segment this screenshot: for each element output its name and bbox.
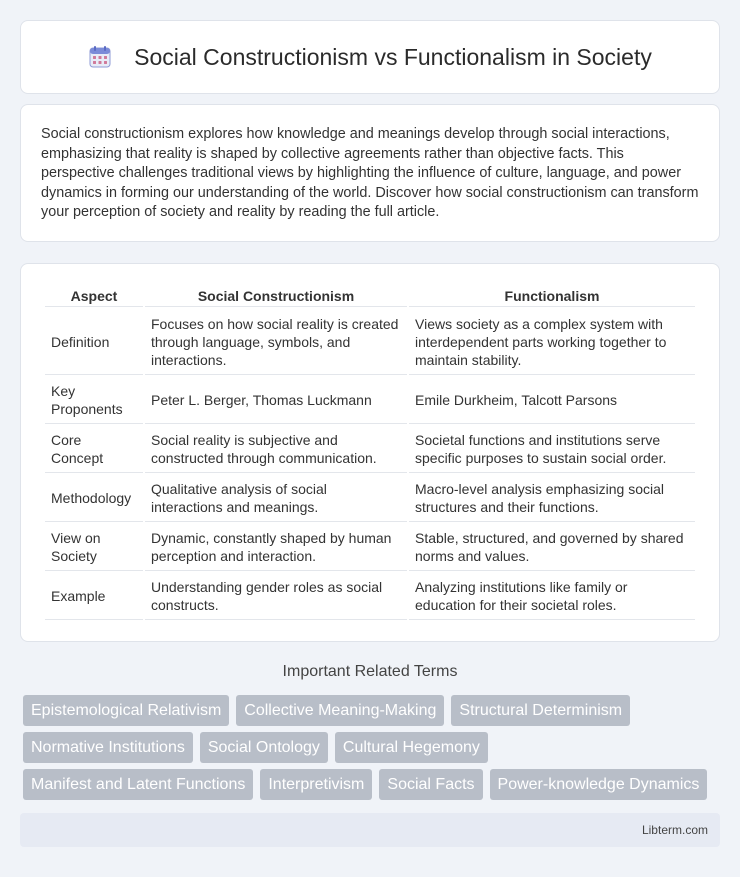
functionalism-cell: Macro-level analysis emphasizing social structures and their functions. bbox=[409, 475, 695, 522]
tag-normative-institutions[interactable]: Normative Institutions bbox=[23, 732, 193, 763]
comparison-table bbox=[43, 284, 697, 622]
tag-interpretivism[interactable]: Interpretivism bbox=[260, 769, 372, 800]
tag-social-ontology[interactable]: Social Ontology bbox=[200, 732, 328, 763]
social-constructionism-cell: Social reality is subjective and constructed through communication. bbox=[145, 426, 407, 473]
header-aspect: Aspect bbox=[45, 286, 143, 307]
intro-card bbox=[20, 104, 720, 242]
table-row bbox=[45, 309, 695, 375]
tag-social-facts[interactable]: Social Facts bbox=[379, 769, 482, 800]
intro-text: Social constructionism explores how knowledge and meanings develop through social interactions, emphasizing that reality is shaped by collective agreements rather than objective facts. This perspective challenges traditional views by highlighting the influence of culture, language, and power dynamics in forming our understanding of the world. Discover how social constructionism can transform your perception of society and reality by reading the full article. bbox=[41, 126, 699, 220]
related-terms-list bbox=[20, 695, 720, 806]
related-terms-title: Important Related Terms bbox=[282, 663, 458, 680]
aspect-cell: Key Proponents bbox=[45, 377, 143, 424]
aspect-cell: Core Concept bbox=[45, 426, 143, 473]
tag-cultural-hegemony[interactable]: Cultural Hegemony bbox=[335, 732, 488, 763]
functionalism-cell: Emile Durkheim, Talcott Parsons bbox=[409, 377, 695, 424]
footer bbox=[20, 813, 720, 847]
header-functionalism: Functionalism bbox=[409, 286, 695, 307]
title-card bbox=[20, 20, 720, 94]
functionalism-cell: Analyzing institutions like family or education for their societal roles. bbox=[409, 573, 695, 620]
table-row bbox=[45, 377, 695, 424]
aspect-cell: View on Society bbox=[45, 524, 143, 571]
functionalism-cell: Stable, structured, and governed by shared norms and values. bbox=[409, 524, 695, 571]
calendar-icon bbox=[88, 45, 112, 69]
social-constructionism-cell: Understanding gender roles as social constructs. bbox=[145, 573, 407, 620]
header-social-constructionism: Social Constructionism bbox=[145, 286, 407, 307]
social-constructionism-cell: Qualitative analysis of social interactions and meanings. bbox=[145, 475, 407, 522]
tag-row bbox=[23, 695, 720, 726]
aspect-cell: Methodology bbox=[45, 475, 143, 522]
social-constructionism-cell: Focuses on how social reality is created through language, symbols, and interactions. bbox=[145, 309, 407, 375]
functionalism-cell: Societal functions and institutions serve specific purposes to sustain social order. bbox=[409, 426, 695, 473]
social-constructionism-cell: Dynamic, constantly shaped by human perception and interaction. bbox=[145, 524, 407, 571]
tag-collective-meaning-making[interactable]: Collective Meaning-Making bbox=[236, 695, 444, 726]
table-row bbox=[45, 426, 695, 473]
table-header-row bbox=[45, 286, 695, 307]
tag-epistemological-relativism[interactable]: Epistemological Relativism bbox=[23, 695, 229, 726]
tag-structural-determinism[interactable]: Structural Determinism bbox=[451, 695, 630, 726]
table-row bbox=[45, 524, 695, 571]
social-constructionism-cell: Peter L. Berger, Thomas Luckmann bbox=[145, 377, 407, 424]
functionalism-cell: Views society as a complex system with interdependent parts working together to maintain stability. bbox=[409, 309, 695, 375]
tag-manifest-and-latent-functions[interactable]: Manifest and Latent Functions bbox=[23, 769, 253, 800]
tag-row bbox=[23, 769, 720, 800]
page-title: Social Constructionism vs Functionalism in Society bbox=[134, 43, 652, 70]
comparison-table-card bbox=[20, 263, 720, 642]
table-row bbox=[45, 573, 695, 620]
tag-row bbox=[23, 732, 720, 763]
aspect-cell: Example bbox=[45, 573, 143, 620]
table-row bbox=[45, 475, 695, 522]
tag-power-knowledge-dynamics[interactable]: Power-knowledge Dynamics bbox=[490, 769, 708, 800]
aspect-cell: Definition bbox=[45, 309, 143, 375]
footer-site-link[interactable]: Libterm.com bbox=[641, 823, 708, 837]
